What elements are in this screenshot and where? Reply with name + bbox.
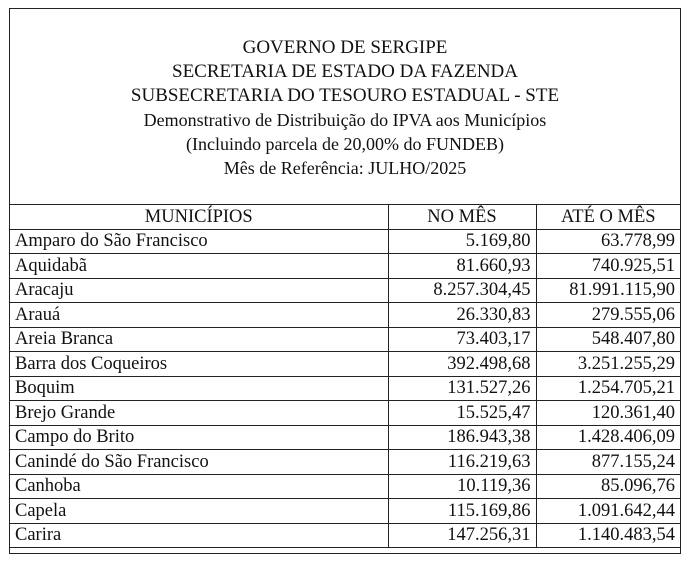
municipio-cell: Aquidabã <box>10 254 388 279</box>
ate-o-mes-cell: 1.254.705,21 <box>536 376 680 401</box>
ate-o-mes-cell: 1.140.483,54 <box>536 523 680 548</box>
ate-o-mes-cell: 3.251.255,29 <box>536 352 680 377</box>
table-row <box>10 523 680 548</box>
no-mes-cell: 116.219,63 <box>388 450 536 475</box>
municipio-cell: Aracaju <box>10 278 388 303</box>
no-mes-cell: 81.660,93 <box>388 254 536 279</box>
column-header-municipios: MUNICÍPIOS <box>10 205 388 229</box>
municipio-cell: Canindé do São Francisco <box>10 450 388 475</box>
ate-o-mes-cell: 120.361,40 <box>536 401 680 426</box>
column-header-no-mes: NO MÊS <box>388 205 536 229</box>
no-mes-cell: 5.169,80 <box>388 229 536 254</box>
header-reference-month: Mês de Referência: JULHO/2025 <box>223 158 467 178</box>
no-mes-cell: 131.527,26 <box>388 376 536 401</box>
ate-o-mes-cell: 1.428.406,09 <box>536 425 680 450</box>
table-row <box>10 450 680 475</box>
table-row <box>10 303 680 328</box>
column-header-ate-o-mes: ATÉ O MÊS <box>536 205 680 229</box>
no-mes-cell: 26.330,83 <box>388 303 536 328</box>
table-row <box>10 376 680 401</box>
table-row <box>10 474 680 499</box>
ate-o-mes-cell: 877.155,24 <box>536 450 680 475</box>
no-mes-cell: 147.256,31 <box>388 523 536 548</box>
table-header-row <box>10 205 680 229</box>
ate-o-mes-cell: 279.555,06 <box>536 303 680 328</box>
no-mes-cell: 10.119,36 <box>388 474 536 499</box>
table-row <box>10 425 680 450</box>
municipio-cell: Brejo Grande <box>10 401 388 426</box>
municipio-cell: Canhoba <box>10 474 388 499</box>
no-mes-cell: 73.403,17 <box>388 327 536 352</box>
header-subsecretariat: SUBSECRETARIA DO TESOURO ESTADUAL - STE <box>130 85 560 106</box>
municipio-cell: Areia Branca <box>10 327 388 352</box>
header-fundeb-note: (Incluindo parcela de 20,00% do FUNDEB) <box>186 134 504 154</box>
table-row <box>10 499 680 524</box>
ate-o-mes-cell: 63.778,99 <box>536 229 680 254</box>
header-lines <box>10 36 680 180</box>
table-row <box>10 229 680 254</box>
ate-o-mes-cell: 1.091.642,44 <box>536 499 680 524</box>
ate-o-mes-cell: 740.925,51 <box>536 254 680 279</box>
header-report-title: Demonstrativo de Distribuição do IPVA aos Municípios <box>143 110 547 130</box>
no-mes-cell: 15.525,47 <box>388 401 536 426</box>
table-row <box>10 254 680 279</box>
table-row <box>10 278 680 303</box>
table-row <box>10 352 680 377</box>
table-row <box>10 327 680 352</box>
municipio-cell: Barra dos Coqueiros <box>10 352 388 377</box>
municipio-cell: Boquim <box>10 376 388 401</box>
municipio-cell: Arauá <box>10 303 388 328</box>
header-government: GOVERNO DE SERGIPE <box>242 37 448 58</box>
municipio-cell: Amparo do São Francisco <box>10 229 388 254</box>
table-row <box>10 401 680 426</box>
document-header <box>10 9 680 205</box>
no-mes-cell: 392.498,68 <box>388 352 536 377</box>
ate-o-mes-cell: 81.991.115,90 <box>536 278 680 303</box>
municipio-cell: Capela <box>10 499 388 524</box>
municipio-cell: Carira <box>10 523 388 548</box>
table-body <box>10 229 680 548</box>
municipio-cell: Campo do Brito <box>10 425 388 450</box>
no-mes-cell: 186.943,38 <box>388 425 536 450</box>
ate-o-mes-cell: 548.407,80 <box>536 327 680 352</box>
no-mes-cell: 8.257.304,45 <box>388 278 536 303</box>
ipva-distribution-table <box>10 205 680 548</box>
ate-o-mes-cell: 85.096,76 <box>536 474 680 499</box>
header-secretariat: SECRETARIA DE ESTADO DA FAZENDA <box>172 61 518 82</box>
no-mes-cell: 115.169,86 <box>388 499 536 524</box>
document-sheet <box>9 8 681 554</box>
